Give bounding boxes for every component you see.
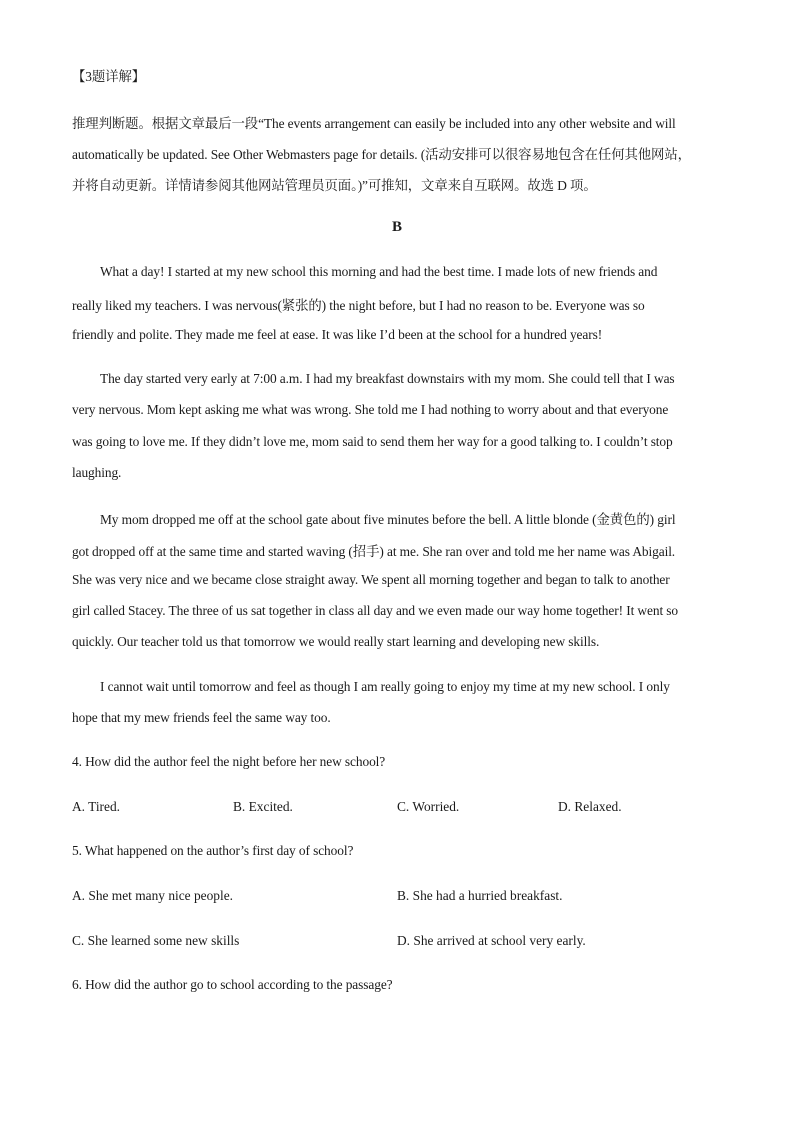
passage-line: The day started very early at 7:00 a.m. I had my breakfast downstairs with my mom. She could tell that I was <box>100 371 675 386</box>
passage-line: laughing. <box>72 465 122 480</box>
question-stem: 6. How did the author go to school according to the passage? <box>72 977 393 992</box>
analysis-header: 【3题详解】 <box>72 69 146 84</box>
section-title: B <box>392 219 402 235</box>
passage-line: My mom dropped me off at the school gate about five minutes before the bell. A little blonde (金黄色的) girl <box>100 512 676 527</box>
passage-line: friendly and polite. They made me feel at ease. It was like I’d been at the school for a hundred years! <box>72 327 603 342</box>
passage-line: very nervous. Mom kept asking me what was wrong. She told me I had nothing to worry about and that everyone <box>72 402 669 417</box>
answer-option: D. She arrived at school very early. <box>397 933 586 948</box>
answer-option: C. She learned some new skills <box>72 933 240 948</box>
answer-option: C. Worried. <box>397 799 460 814</box>
analysis-line: 推理判断题。根据文章最后一段“The events arrangement can easily be included into any other website and will <box>72 116 676 131</box>
passage-line: What a day! I started at my new school this morning and had the best time. I made lots of new friends and <box>100 264 658 279</box>
analysis-line: automatically be updated. See Other Webmasters page for details. (活动安排可以很容易地包含在任何其他网站， <box>72 147 691 162</box>
question-stem: 5. What happened on the author’s first day of school? <box>72 843 354 858</box>
answer-option: B. She had a hurried breakfast. <box>397 888 563 903</box>
question-stem: 4. How did the author feel the night before her new school? <box>72 754 386 769</box>
passage-line: girl called Stacey. The three of us sat together in class all day and we even made our way home together! It went so <box>72 603 679 618</box>
passage-line: was going to love me. If they didn’t love me, mom said to send them her way for a good talking to. I couldn’t stop <box>72 434 673 449</box>
passage-line: quickly. Our teacher told us that tomorrow we would really start learning and developing new skills. <box>72 634 600 649</box>
analysis-line: 并将自动更新。详情请参阅其他网站管理员页面。)”可推知，文章来自互联网。故选 D 项。 <box>72 178 597 193</box>
passage-line: hope that my mew friends feel the same way too. <box>72 710 331 725</box>
answer-option: A. Tired. <box>72 799 120 814</box>
answer-option: D. Relaxed. <box>558 799 622 814</box>
passage-line: got dropped off at the same time and started waving (招手) at me. She ran over and told me her name was Abigail. <box>72 544 676 559</box>
passage-line: really liked my teachers. I was nervous(紧张的) the night before, but I had no reason to be. Everyone was so <box>72 298 645 313</box>
passage-line: I cannot wait until tomorrow and feel as though I am really going to enjoy my time at my new school. I only <box>100 679 670 694</box>
answer-option: A. She met many nice people. <box>72 888 234 903</box>
answer-option: B. Excited. <box>233 799 293 814</box>
passage-line: She was very nice and we became close straight away. We spent all morning together and began to talk to another <box>72 572 670 587</box>
